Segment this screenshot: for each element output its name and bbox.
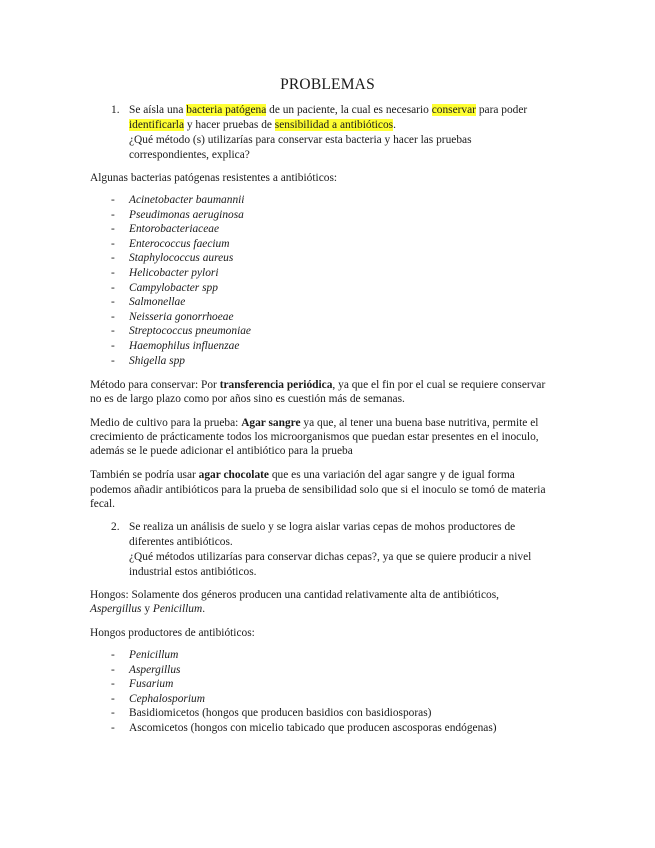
bullet-dash: - [111,237,115,250]
bullet-dash: - [111,721,115,734]
bullet-dash: - [111,310,115,323]
metodo-line-1 [90,378,545,393]
bullet-dash: - [111,678,115,691]
text-span: que es una variación del agar sangre y de igual forma [269,469,515,481]
bullet-dash: - [111,354,115,367]
highlight-bacteria-patogena: bacteria patógena [186,104,267,116]
fungus-name: Cephalosporium [129,692,205,705]
fungus-name: Ascomicetos (hongos con micelio tabicado que producen ascosporas endógenas) [129,721,497,734]
text-span: . [393,119,396,131]
fungus-name: Penicillum [129,649,179,661]
bullet-dash: - [111,194,115,206]
problem-1-number: 1. [111,104,120,116]
bullet-dash: - [111,252,115,265]
metodo-line-2: no es de largo plazo como por años sino es cuestión más de semanas. [90,393,405,405]
bold-agar-chocolate: agar chocolate [198,469,269,481]
bullet-dash: - [111,266,115,279]
bacteria-name: Entorobacteriaceae [129,223,220,236]
text-span: . [202,603,206,615]
tambien-line-2: podemos añadir antibióticos para la prueba de sensibilidad solo que si el inoculo se tomó de materia [90,484,546,496]
hongos-line-2 [90,602,205,617]
problem-1-line-4: correspondientes, explica? [129,149,250,161]
text-span: y [141,603,153,615]
bacteria-name: Staphylococcus aureus [129,252,234,265]
genus-penicillum: Penicillum [152,603,203,615]
bullet-dash: - [111,208,115,221]
bacteria-name: Helicobacter pylori [129,266,219,279]
tambien-line-3: fecal. [90,498,115,510]
bullet-dash: - [111,223,115,236]
page-title: PROBLEMAS [280,76,375,93]
text-span: ya que, al tener una buena base nutritiva, permite el [300,417,539,429]
bacteria-intro: Algunas bacterias patógenas resistentes a antibióticos: [90,172,338,184]
bullet-dash: - [111,649,115,661]
text-span: y hacer pruebas de [184,119,275,131]
highlight-identificarla: identificarla [129,119,185,131]
fungus-name: Aspergillus [129,663,181,676]
bacteria-name: Enterococcus faecium [129,237,230,250]
fungi-intro: Hongos productores de antibióticos: [90,627,255,639]
text-span: para poder [475,104,528,116]
bullet-dash: - [111,325,115,338]
highlight-conservar: conservar [431,104,476,116]
tambien-line-1 [90,468,515,483]
problem-2-line-2: diferentes antibióticos. [129,536,233,548]
bullet-dash: - [111,281,115,294]
bullet-dash: - [111,296,115,309]
medio-line-2: crecimiento de prácticamente todos los microorganismos que puedan estar presentes en el inoculo, [90,431,539,443]
text-span: de un paciente, la cual es necesario [266,104,432,116]
text-span: Se aísla una [129,104,187,116]
bullet-dash: - [111,692,115,705]
medio-line-1 [90,416,538,431]
highlight-sensibilidad: sensibilidad a antibióticos [274,119,394,131]
hongos-line-1: Hongos: Solamente dos géneros producen una cantidad relativamente alta de antibióticos, [90,589,499,601]
text-span: Método para conservar: Por [90,379,220,391]
bacteria-name: Acinetobacter baumannii [129,194,245,206]
problem-1-line-2 [129,118,396,133]
bacteria-name: Shigella spp [129,354,186,367]
text-span: Medio de cultivo para la prueba: [90,417,242,429]
problem-2-number: 2. [111,521,120,533]
bold-transferencia: transferencia periódica [219,379,333,391]
problem-1-line-1 [129,103,527,118]
problem-2-line-4: industrial estos antibióticos. [129,566,257,578]
problem-1-line-3: ¿Qué método (s) utilizarías para conservar esta bacteria y hacer las pruebas [129,134,472,146]
fungus-name: Fusarium [129,678,174,691]
bullet-dash: - [111,707,115,720]
bullet-dash: - [111,339,115,352]
bullet-dash: - [111,663,115,676]
genus-aspergillus: Aspergillus [90,603,142,615]
bacteria-name: Pseudimonas aeruginosa [129,208,244,221]
medio-line-3: además se le puede adicionar el antibiótico para la prueba [90,445,353,457]
text-span: , ya que el fin por el cual se requiere conservar [332,379,546,391]
bacteria-name: Neisseria gonorrhoeae [129,310,234,323]
problem-2-line-1: Se realiza un análisis de suelo y se logra aislar varias cepas de mohos productores de [129,521,516,533]
fungus-name: Basidiomicetos (hongos que producen basidios con basidiosporas) [129,707,432,720]
text-span: También se podría usar [90,469,199,481]
bacteria-name: Campylobacter spp [129,281,218,294]
bacteria-name: Salmonellae [129,296,186,309]
bold-agar-sangre: Agar sangre [241,417,301,429]
problem-2-line-3: ¿Qué métodos utilizarías para conservar dichas cepas?, ya que se quiere producir a nivel [129,551,532,563]
bacteria-name: Haemophilus influenzae [129,339,240,352]
bacteria-name: Streptococcus pneumoniae [129,325,251,338]
